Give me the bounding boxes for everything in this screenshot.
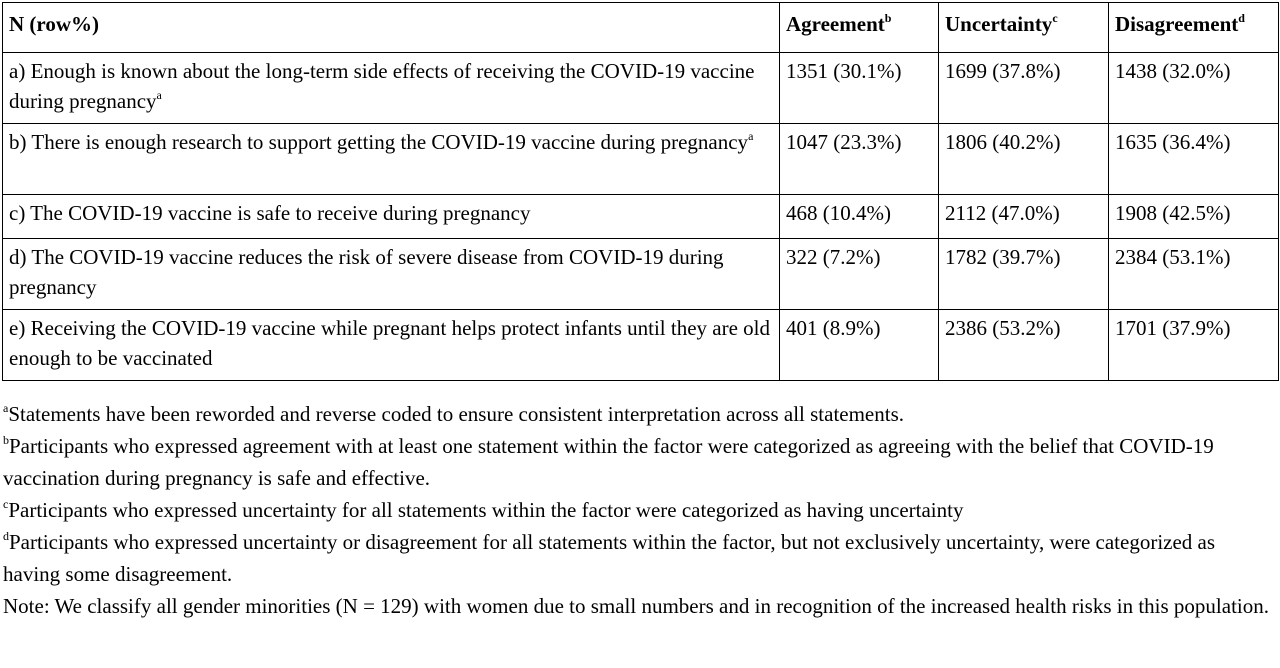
header-agreement-label: Agreement [786,12,885,36]
statement-cell [3,124,780,195]
disagreement-cell: 1701 (37.9%) [1109,310,1279,381]
disagreement-cell: 1635 (36.4%) [1109,124,1279,195]
statement-text: e) Receiving the COVID-19 vaccine while pregnant helps protect infants until they are old enough to be vaccinated [9,316,771,370]
footnote-a-text: Statements have been reworded and reverse coded to ensure consistent interpretation across all statements. [8,402,905,426]
uncertainty-cell: 2386 (53.2%) [939,310,1109,381]
statement-cell [3,239,780,310]
footnote-a [3,398,1277,430]
footnote-c-mark: c [3,497,9,511]
footnote-c [3,494,1277,526]
statement-text: d) The COVID-19 vaccine reduces the risk of severe disease from COVID-19 during pregnancy [9,245,724,299]
header-uncertainty-footnote-mark: c [1052,11,1058,25]
footnote-a-mark: a [3,401,9,415]
header-disagreement-label: Disagreement [1115,12,1239,36]
header-statement-label: N (row%) [9,12,100,36]
statement-text: b) There is enough research to support getting the COVID-19 vaccine during pregnancy [9,130,749,154]
statement-cell [3,310,780,381]
statement-text: a) Enough is known about the long-term side effects of receiving the COVID-19 vaccine during pregnancy [9,59,755,113]
uncertainty-cell: 1806 (40.2%) [939,124,1109,195]
disagreement-cell: 1438 (32.0%) [1109,53,1279,124]
footnote-b-mark: b [3,433,9,447]
uncertainty-cell: 2112 (47.0%) [939,195,1109,239]
agreement-cell: 468 (10.4%) [780,195,939,239]
table-row [3,239,1279,310]
footnote-b-text: Participants who expressed agreement with at least one statement within the factor were categorized as agreeing with the belief that COVID-19 vaccination during pregnancy is safe and effective. [3,434,1214,490]
statement-footnote-mark: a [156,88,162,102]
agreement-cell: 1047 (23.3%) [780,124,939,195]
statement-text: c) The COVID-19 vaccine is safe to receive during pregnancy [9,201,531,225]
header-agreement-footnote-mark: b [884,11,892,25]
table-footnotes [3,398,1277,622]
agreement-cell: 401 (8.9%) [780,310,939,381]
table-header-row [3,3,1279,53]
footnote-c-text: Participants who expressed uncertainty for all statements within the factor were categorized as having uncertainty [8,498,964,522]
footnote-d [3,526,1277,590]
disagreement-cell: 1908 (42.5%) [1109,195,1279,239]
footnote-d-mark: d [3,529,9,543]
header-uncertainty-label: Uncertainty [945,12,1053,36]
uncertainty-cell: 1782 (39.7%) [939,239,1109,310]
statement-cell [3,195,780,239]
table-note: Note: We classify all gender minorities (N = 129) with women due to small numbers and in recognition of the increased health risks in this population. [3,594,1269,618]
agreement-cell: 1351 (30.1%) [780,53,939,124]
statement-footnote-mark: a [748,129,754,143]
table-row [3,124,1279,195]
table-row [3,310,1279,381]
header-disagreement-footnote-mark: d [1238,11,1245,25]
header-agreement [780,3,939,53]
footnote-b [3,430,1277,494]
header-uncertainty [939,3,1109,53]
survey-results-table [2,2,1279,381]
agreement-cell: 322 (7.2%) [780,239,939,310]
header-statement [3,3,780,53]
footnote-d-text: Participants who expressed uncertainty or disagreement for all statements within the factor, but not exclusively uncertainty, were categorized as having some disagreement. [3,530,1216,586]
disagreement-cell: 2384 (53.1%) [1109,239,1279,310]
table-row [3,195,1279,239]
table-row [3,53,1279,124]
header-disagreement [1109,3,1279,53]
uncertainty-cell: 1699 (37.8%) [939,53,1109,124]
statement-cell [3,53,780,124]
